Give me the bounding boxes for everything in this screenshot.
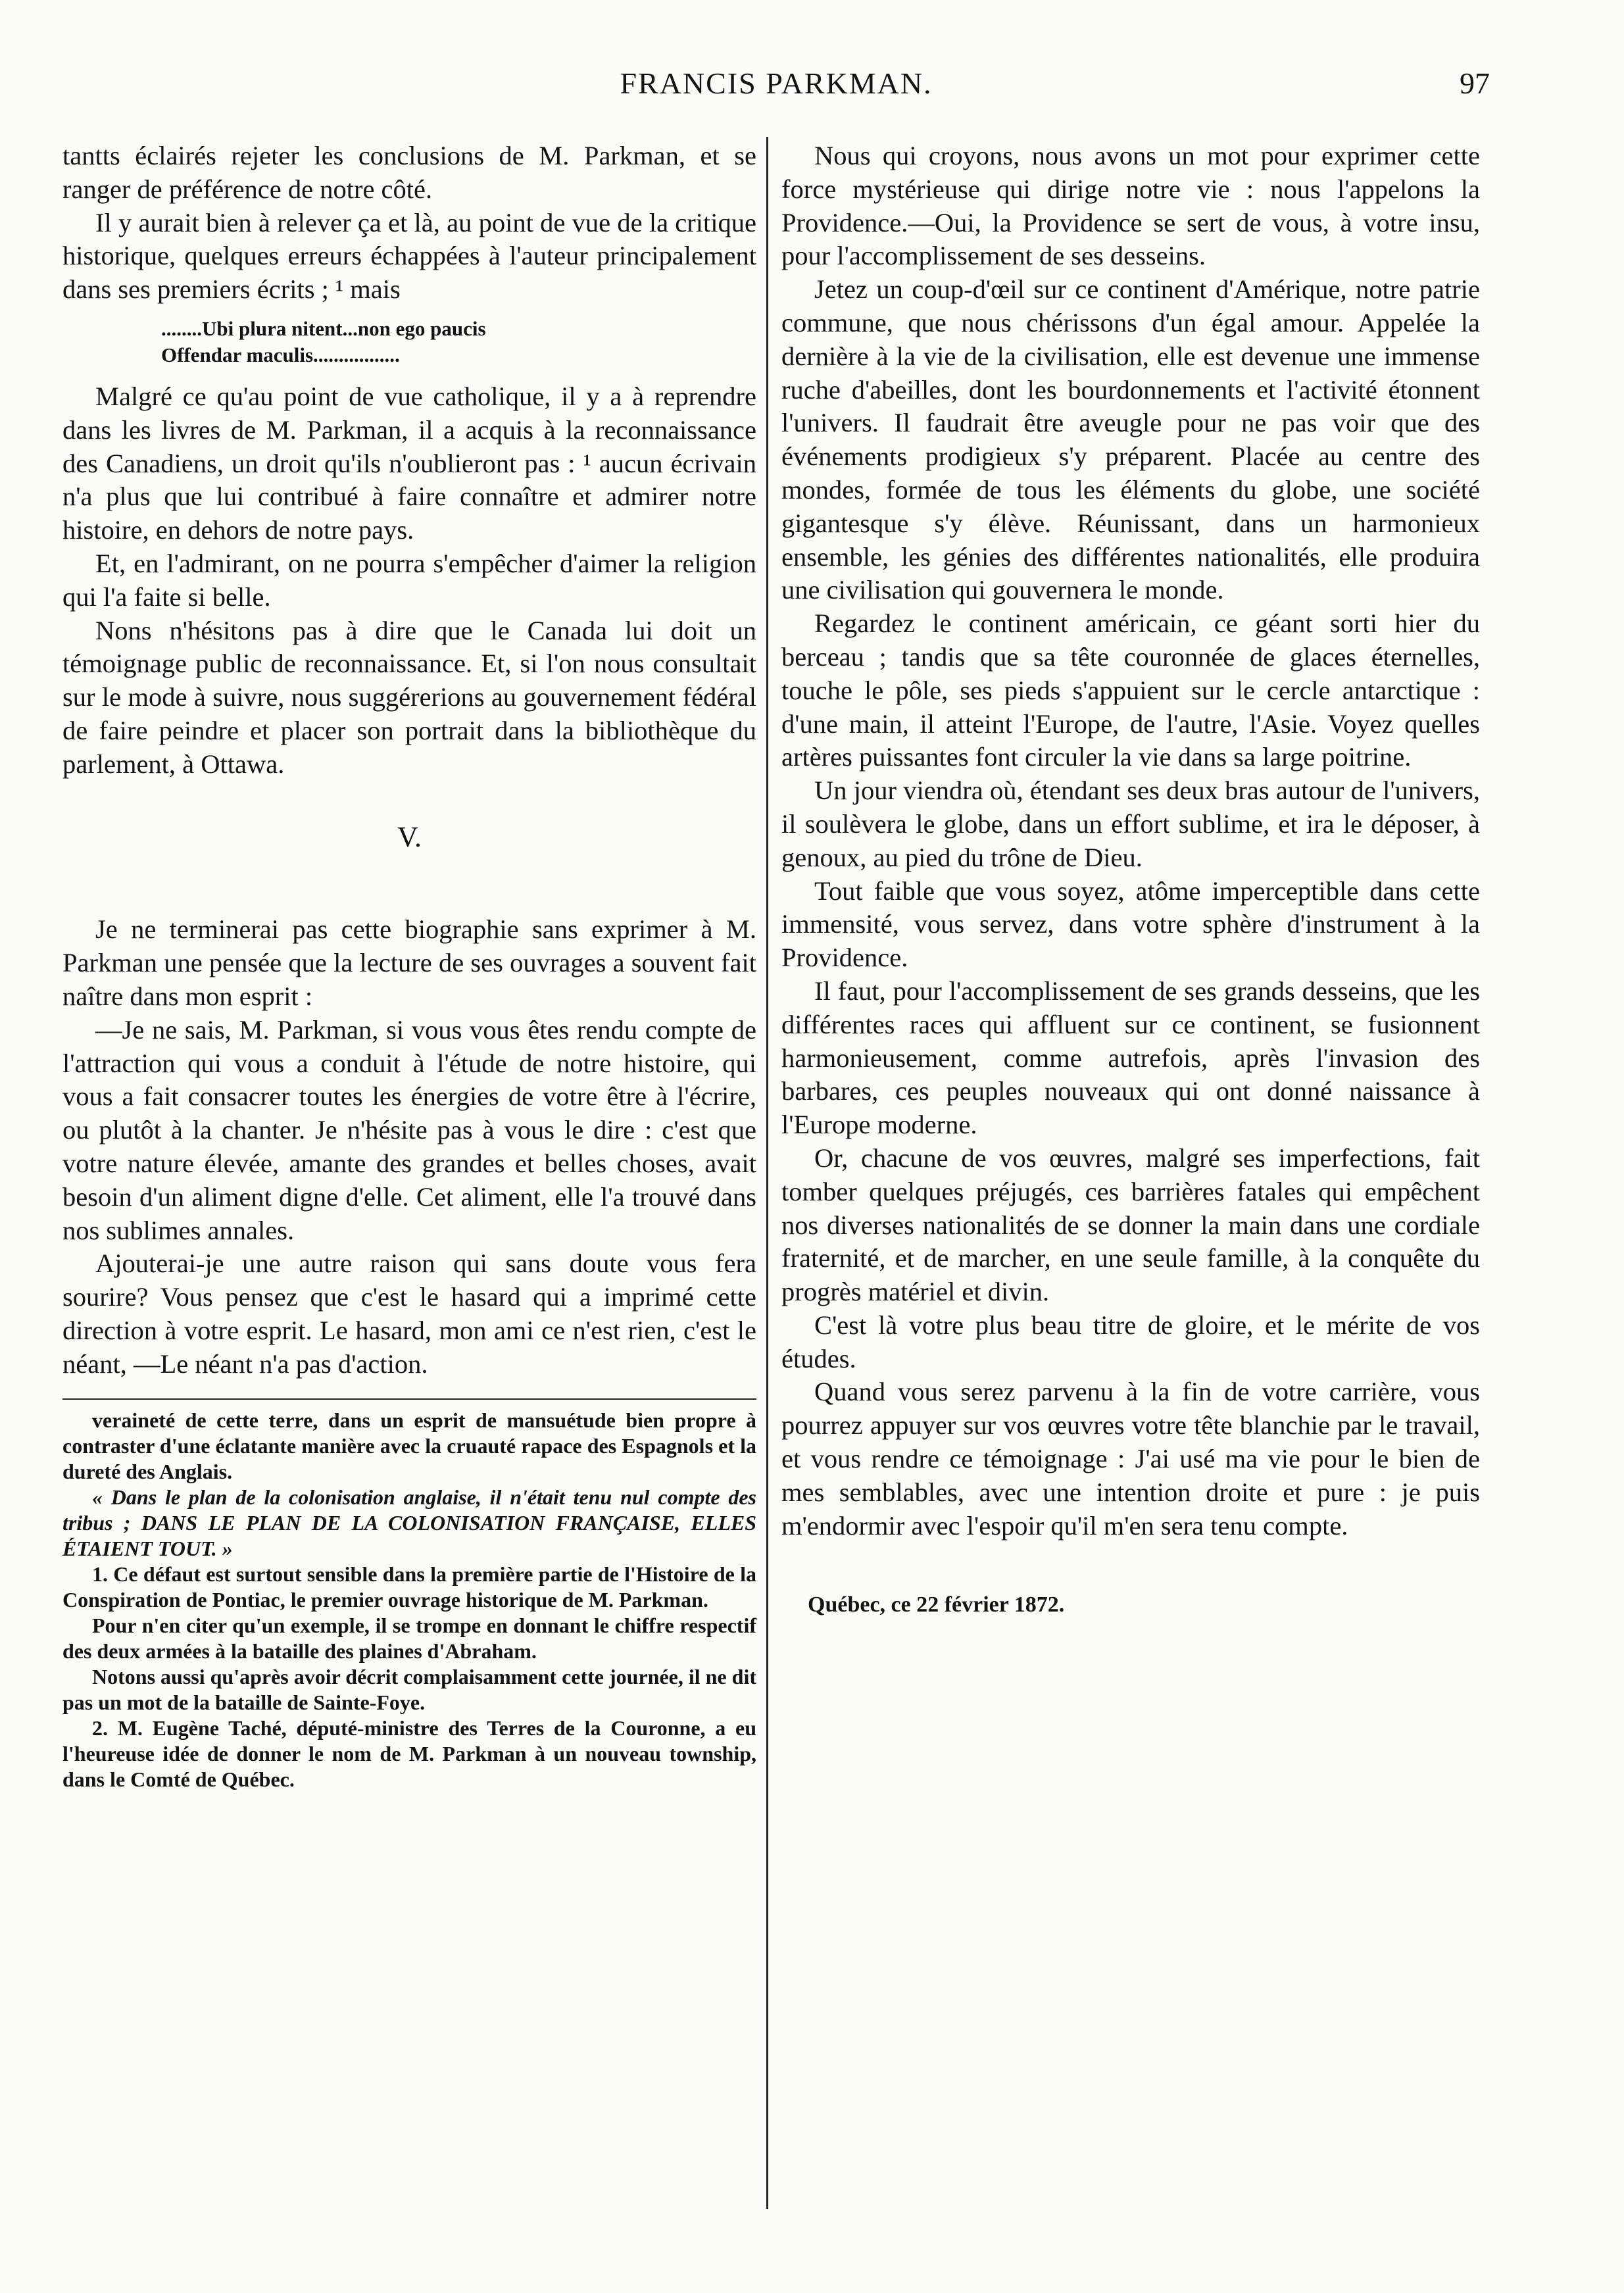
- footnote: 2. M. Eugène Taché, député-ministre des Terres de la Couronne, a eu l'heureuse idée de donner le nom de M. Parkman à un nouveau township, dans le Comté de Québec.: [62, 1715, 756, 1791]
- paragraph: Or, chacune de vos œuvres, malgré ses imperfections, fait tomber quelques préjugés, ces barrières fatales qui empêchent nos diverses nationalités de se donner la main dans une cordiale fraternité, et de marcher, en une seule famille, à la conquête du progrès matériel et divin.: [781, 1143, 1480, 1307]
- quote-line: ........Ubi plura nitent...non ego paucis: [161, 316, 486, 340]
- paragraph: tantts éclairés rejeter les conclusions de M. Parkman, et se ranger de préférence de notre côté.: [62, 141, 756, 204]
- footnotes: [62, 1398, 756, 1792]
- paragraph: Il y aurait bien à relever ça et là, au point de vue de la critique historique, quelques erreurs échappées à l'auteur principalement dans ses premiers écrits ; ¹ mais: [62, 207, 756, 305]
- paragraph: —Je ne sais, M. Parkman, si vous vous êtes rendu compte de l'attraction qui vous a conduit à l'étude de notre histoire, qui vous a fait consacrer toutes les énergies de votre être à l'écrire, ou plutôt à la chanter. Je n'hésite pas à vous le dire : c'est que votre nature élevée, amante des grandes et belles choses, avait besoin d'un aliment digne d'elle. Cet aliment, elle l'a trouvé dans nos sublimes annales.: [62, 1014, 756, 1245]
- footnote: Pour n'en citer qu'un exemple, il se trompe en donnant le chiffre respectif des deux armées à la bataille des plaines d'Abraham.: [62, 1613, 756, 1663]
- section-heading: V.: [397, 820, 422, 853]
- footnote-quote: « Dans le plan de la colonisation anglaise, il n'était tenu nul compte des tribus ; DANS LE PLAN DE LA COLONISATION FRANÇAISE, ELLES ÉTAIENT TOUT. »: [62, 1485, 756, 1560]
- paragraph: Nons n'hésitons pas à dire que le Canada lui doit un témoignage public de reconnaissance. Et, si l'on nous consultait sur le mode à suivre, nous suggérerions au gouvernement fédéral de faire peindre et placer son portrait dans la bibliothèque du parlement, à Ottawa.: [62, 615, 756, 779]
- column-divider: [766, 137, 768, 2209]
- footnote: Notons aussi qu'après avoir décrit complaisamment cette journée, il ne dit pas un mot de la bataille de Sainte-Foye.: [62, 1664, 756, 1714]
- left-column: [62, 139, 756, 1792]
- quote-line: Offendar maculis.................: [161, 343, 400, 366]
- paragraph: Quand vous serez parvenu à la fin de votre carrière, vous pourrez appuyer sur vos œuvres votre tête blanchie par le travail, et vous rendre ce témoignage : J'ai usé ma vie pour le bien de mes semblables, avec une intention droite et pure : je puis m'endormir avec l'espoir qu'il m'en sera tenu compte.: [781, 1377, 1480, 1541]
- paragraph: Nous qui croyons, nous avons un mot pour exprimer cette force mystérieuse qui dirige notre vie : nous l'appelons la Providence.—Oui, la Providence se sert de vous, à votre insu, pour l'accomplissement de ses desseins.: [781, 141, 1480, 271]
- footnote: veraineté de cette terre, dans un esprit de mansuétude bien propre à contraster d'une éclatante manière avec la cruauté rapace des Espagnols et la dureté des Anglais.: [62, 1408, 756, 1483]
- paragraph: Un jour viendra où, étendant ses deux bras autour de l'univers, il soulèvera le globe, dans un effort sublime, et ira le déposer, à genoux, au pied du trône de Dieu.: [781, 776, 1480, 872]
- right-column: [781, 139, 1480, 1622]
- paragraph: Tout faible que vous soyez, atôme imperceptible dans cette immensité, vous servez, dans votre sphère d'instrument à la Providence.: [781, 875, 1480, 973]
- dateline: Québec, ce 22 février 1872.: [808, 1592, 1065, 1617]
- paragraph: Jetez un coup-d'œil sur ce continent d'Amérique, notre patrie commune, que nous chérissons d'un égal amour. Appelée la dernière à la vie de la civilisation, elle est devenue une immense ruche d'abeilles, dont les bourdonnements et l'activité étonnent l'univers. Il faudrait être aveugle pour ne pas voir que des événements prodigieux s'y préparent. Placée au centre des mondes, formée de tous les éléments du globe, une société gigantesque s'y élève. Réunissant, dans un harmonieux ensemble, les génies des différentes nationalités, elle produira une civilisation qui gouvernera le monde.: [781, 274, 1480, 605]
- latin-quote: [161, 316, 756, 368]
- running-title: FRANCIS PARKMAN.: [620, 66, 933, 100]
- page-header: [62, 66, 1490, 112]
- paragraph: Je ne terminerai pas cette biographie sans exprimer à M. Parkman une pensée que la lecture de ses ouvrages a souvent fait naître dans mon esprit :: [62, 914, 756, 1011]
- footnote: 1. Ce défaut est surtout sensible dans la première partie de l'Histoire de la Conspiration de Pontiac, le premier ouvrage historique de M. Parkman.: [62, 1562, 756, 1612]
- paragraph: C'est là votre plus beau titre de gloire, et le mérite de vos études.: [781, 1310, 1480, 1373]
- paragraph: Il faut, pour l'accomplissement de ses grands desseins, que les différentes races qui affluent sur ce continent, se fusionnent harmonieusement, comme autrefois, après l'invasion des barbares, ces peuples nouveaux qui ont donné naissance à l'Europe moderne.: [781, 975, 1480, 1140]
- paragraph: Et, en l'admirant, on ne pourra s'empêcher d'aimer la religion qui l'a faite si belle.: [62, 548, 756, 612]
- page-number: 97: [1460, 66, 1490, 100]
- paragraph: Ajouterai-je une autre raison qui sans doute vous fera sourire? Vous pensez que c'est le hasard qui a imprimé cette direction à votre esprit. Le hasard, mon ami ce n'est rien, c'est le néant, —Le néant n'a pas d'action.: [62, 1248, 756, 1379]
- paragraph: Malgré ce qu'au point de vue catholique, il y a à reprendre dans les livres de M. Parkman, il a acquis à la reconnaissance des Canadiens, un droit qu'ils n'oublieront pas : ¹ aucun écrivain n'a plus que lui contribué à faire connaître et admirer notre histoire, en dehors de notre pays.: [62, 381, 756, 545]
- paragraph: Regardez le continent américain, ce géant sorti hier du berceau ; tandis que sa tête couronnée de glaces éternelles, touche le pôle, ses pieds s'appuient sur le cercle antarctique : d'une main, il atteint l'Europe, de l'autre, l'Asie. Voyez quelles artères puissantes font circuler la vie dans sa large poitrine.: [781, 608, 1480, 772]
